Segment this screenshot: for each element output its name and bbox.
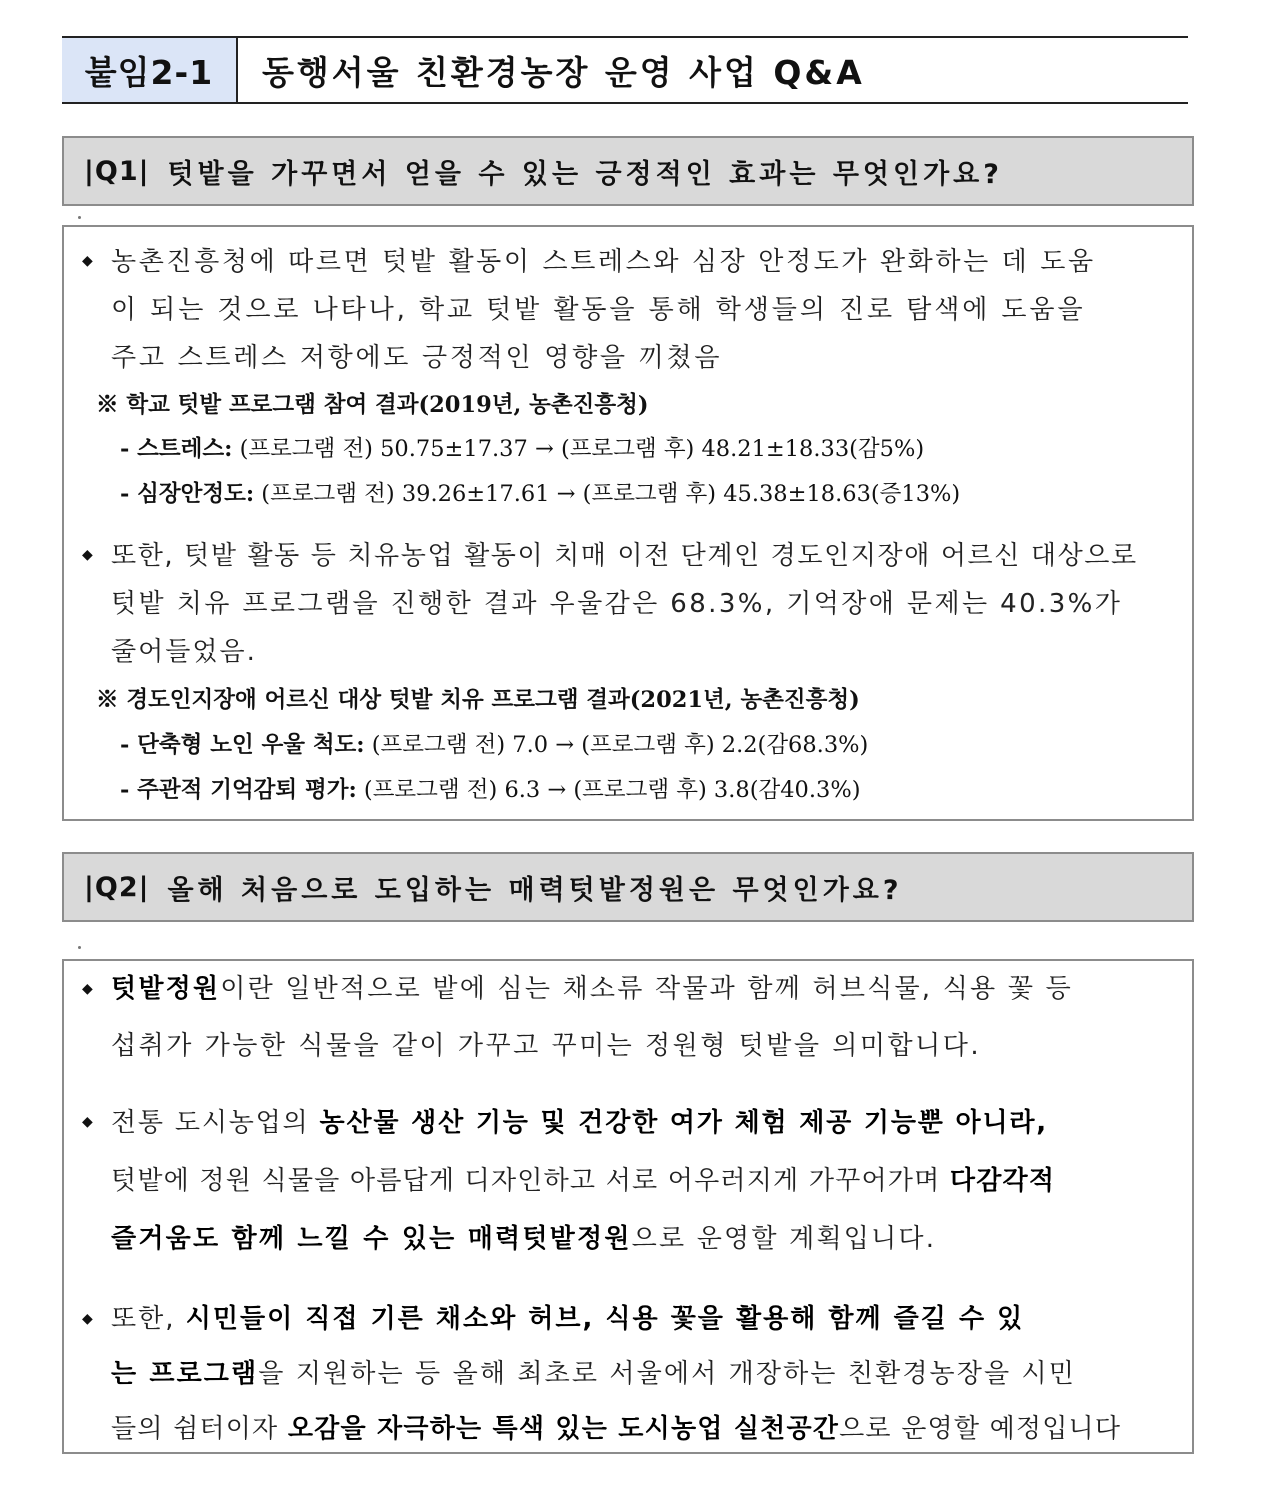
bullet-diamond-icon: ◆ <box>82 253 93 269</box>
q2-b3-line3-plain: 들의 쉼터이자 <box>111 1414 288 1444</box>
q2-b1-line2: 섭취가 가능한 식물을 같이 가꾸고 꾸미는 정원형 텃밭을 의미합니다. <box>111 1031 982 1061</box>
q1-note1-item1-label: - 스트레스: <box>120 436 233 462</box>
q2-b2-line2-plain: 텃밭에 정원 식물을 아름답게 디자인하고 서로 어우러지게 가꾸어가며 <box>111 1166 950 1196</box>
q2-b2-line2 <box>111 1160 1055 1197</box>
q1-answer-box <box>62 225 1194 821</box>
q1-b1-line1 <box>111 241 1177 278</box>
q2-b3-line3-bold: 오감을 자극하는 특색 있는 도시농업 실천공간 <box>287 1414 840 1444</box>
q1-note2-title: ※ 경도인지장애 어르신 대상 텃밭 치유 프로그램 결과(2021년, 농촌진흥청) <box>96 687 860 713</box>
q1-note2-item1 <box>120 727 868 759</box>
q2-b3-line3-rest: 으로 운영할 예정입니다 <box>839 1414 1122 1444</box>
q2-b3-line2 <box>111 1353 1076 1390</box>
q1-note2-item2-label: - 주관적 기억감퇴 평가: <box>120 777 357 803</box>
q1-header <box>62 136 1194 206</box>
q2-b2-line1-bold: 농산물 생산 기능 및 건강한 여가 체험 제공 기능뿐 아니라, <box>319 1108 1048 1138</box>
q2-b3-line2-bold: 는 프로그램 <box>111 1359 259 1389</box>
q1-note1-item1-value: (프로그램 전) 50.75±17.37 → (프로그램 후) 48.21±18.33(감5%) <box>232 436 925 462</box>
attachment-tag: 붙임2-1 <box>62 38 238 102</box>
q2-number: |Q2| <box>84 871 150 903</box>
q2-b2-line3 <box>111 1218 936 1255</box>
separator-dot <box>78 216 81 219</box>
q2-b2-line3-bold: 즐거움도 함께 느낄 수 있는 매력텃밭정원 <box>111 1224 632 1254</box>
q2-b2-line1 <box>111 1102 1048 1139</box>
q2-b3-line2-rest: 을 지원하는 등 올해 최초로 서울에서 개장하는 친환경농장을 시민 <box>258 1359 1076 1389</box>
q2-question: 올해 처음으로 도입하는 매력텃밭정원은 무엇인가요? <box>167 874 903 906</box>
q1-note1-item2 <box>120 476 960 508</box>
bullet-diamond-icon: ◆ <box>82 547 93 563</box>
bullet-diamond-icon: ◆ <box>82 981 93 997</box>
q1-note2-item1-label: - 단축형 노인 우울 척도: <box>120 732 365 758</box>
q1-note2-item2 <box>120 772 860 804</box>
q2-b3-line1 <box>111 1298 1024 1335</box>
q2-b3-line3 <box>111 1408 1121 1445</box>
q1-number: |Q1| <box>84 155 150 187</box>
document-title-bar <box>62 36 1188 104</box>
document-title: 동행서울 친환경농장 운영 사업 Q&A <box>262 52 865 92</box>
q2-header <box>62 852 1194 922</box>
q2-b2-line2-bold: 다감각적 <box>949 1166 1056 1196</box>
q2-b2-line3-rest: 으로 운영할 계획입니다. <box>631 1224 937 1254</box>
q1-b2-line1: 또한, 텃밭 활동 등 치유농업 활동이 치매 이전 단계인 경도인지장애 어르신 대상으로 <box>111 541 1138 571</box>
q1-b2-line3: 줄어들었음. <box>111 637 257 667</box>
q2-b3-line1-plain: 또한, <box>111 1304 186 1334</box>
bullet-diamond-icon: ◆ <box>82 1114 93 1130</box>
q2-b1-line1-rest: 이란 일반적으로 밭에 심는 채소류 작물과 함께 허브식물, 식용 꽃 등 <box>220 974 1073 1004</box>
q1-note2-item2-value: (프로그램 전) 6.3 → (프로그램 후) 3.8(감40.3%) <box>356 777 861 803</box>
q1-note1-item2-label: - 심장안정도: <box>120 481 255 507</box>
q2-b1-line1 <box>111 968 1073 1005</box>
q1-question: 텃밭을 가꾸면서 얻을 수 있는 긍정적인 효과는 무엇인가요? <box>167 158 1003 190</box>
q1-note1-item2-value: (프로그램 전) 39.26±17.61 → (프로그램 후) 45.38±18.63(증13%) <box>254 481 961 507</box>
q1-b2-line2: 텃밭 치유 프로그램을 진행한 결과 우울감은 68.3%, 기억장애 문제는 40.3%가 <box>111 589 1123 619</box>
q1-b1-line2: 이 되는 것으로 나타나, 학교 텃밭 활동을 통해 학생들의 진로 탐색에 도움을 <box>111 295 1086 325</box>
q1-b1-line3: 주고 스트레스 저항에도 긍정적인 영향을 끼쳤음 <box>111 343 723 373</box>
q1-b1-line1-text: 농촌진흥청에 따르면 텃밭 활동이 스트레스와 심장 안정도가 완화하는 데 도움 <box>111 247 1096 277</box>
separator-dot <box>78 946 81 949</box>
bullet-diamond-icon: ◆ <box>82 1311 93 1327</box>
q1-note1-title: ※ 학교 텃밭 프로그램 참여 결과(2019년, 농촌진흥청) <box>96 392 649 418</box>
q2-b3-line1-bold: 시민들이 직접 기른 채소와 허브, 식용 꽃을 활용해 함께 즐길 수 있 <box>185 1304 1025 1334</box>
q1-note2-item1-value: (프로그램 전) 7.0 → (프로그램 후) 2.2(감68.3%) <box>364 732 869 758</box>
q2-b1-line1-bold: 텃밭정원 <box>111 974 221 1004</box>
q1-note1-item1 <box>120 431 924 463</box>
q2-answer-box <box>62 959 1194 1454</box>
q2-b2-line1-plain: 전통 도시농업의 <box>111 1108 320 1138</box>
